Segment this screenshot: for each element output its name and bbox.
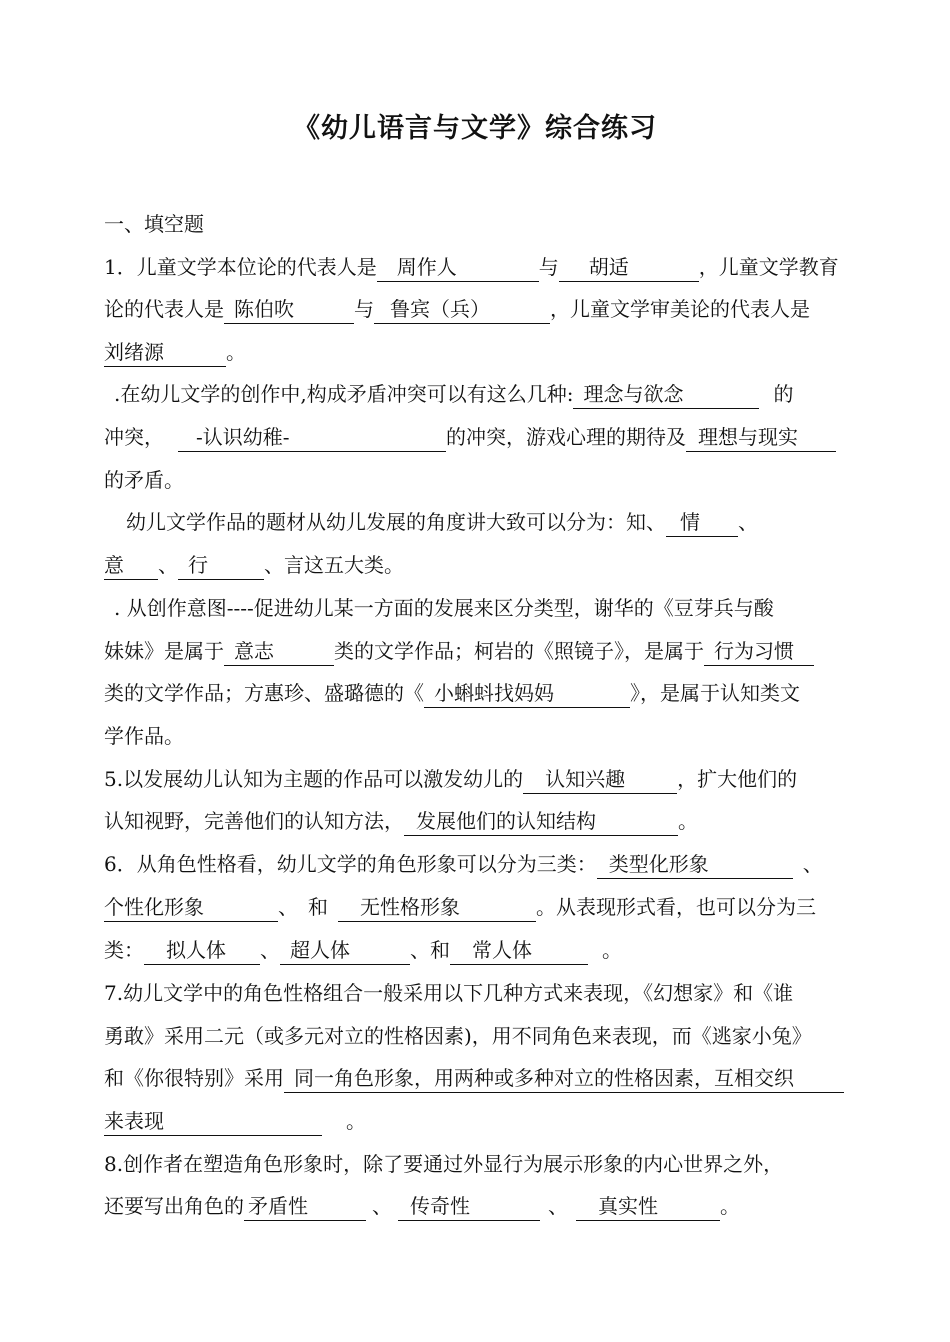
- q4-line-3: 类的文学作品；方惠珍、盛璐德的《 小蝌蚪找妈妈 》，是属于认知类文: [104, 678, 850, 708]
- q5-blank-1: 认知兴趣: [523, 766, 677, 794]
- q6-blank-4: 拟人体: [144, 937, 260, 965]
- q2-line-1: .在幼儿文学的创作中,构成矛盾冲突可以有这么几种: 理念与欲念 的: [104, 379, 850, 409]
- q4-blank-1: 意志: [224, 638, 334, 666]
- q3-blank-3: 行: [178, 552, 264, 580]
- q6-blank-2: 个性化形象: [104, 894, 278, 922]
- q6-line-3: 类： 拟人体 、 超人体 、和 常人体 。: [104, 935, 850, 965]
- q4-line-2: 妹妹》是属于 意志 类的文学作品；柯岩的《照镜子》，是属于 行为习惯: [104, 636, 850, 666]
- q8-line-1: 8.创作者在塑造角色形象时，除了要通过外显行为展示形象的内心世界之外，: [104, 1152, 784, 1176]
- q6-blank-6: 常人体: [450, 937, 588, 965]
- q8-blank-3: 真实性: [576, 1193, 720, 1221]
- q6-blank-5: 超人体: [280, 937, 410, 965]
- q7-line-1: 7.幼儿文学中的角色性格组合一般采用以下几种方式来表现，《幻想家》和《谁: [104, 981, 794, 1005]
- q7-line-4: 来表现 。: [104, 1106, 850, 1136]
- q6-line-2: 个性化形象 、 和 无性格形象 。从表现形式看，也可以分为三: [104, 892, 850, 922]
- q4-blank-3: 小蝌蚪找妈妈: [424, 680, 630, 708]
- q8-line-2: 还要写出角色的 矛盾性 、 传奇性 、 真实性 。: [104, 1191, 850, 1221]
- section-heading: 一、填空题: [104, 212, 204, 236]
- q1-blank-2: 胡适: [559, 254, 699, 282]
- q4-line-4: 学作品。: [104, 724, 184, 748]
- q2-blank-2: -认识幼稚-: [178, 424, 446, 452]
- q1-line-1: 1．儿童文学本位论的代表人是 周作人 与 胡适 ，儿童文学教育: [104, 252, 850, 282]
- q3-blank-1: 情: [666, 509, 738, 537]
- q1-line-3: 刘绪源 。: [104, 337, 850, 367]
- q5-line-1: 5.以发展幼儿认知为主题的作品可以激发幼儿的 认知兴趣 ，扩大他们的: [104, 764, 850, 794]
- q8-blank-1: 矛盾性: [244, 1193, 366, 1221]
- q7-line-3: 和《你很特别》采用 同一角色形象，用两种或多种对立的性格因素，互相交织: [104, 1063, 850, 1093]
- q3-line-2: 意 、 行 、言这五大类。: [104, 550, 850, 580]
- q6-blank-3: 无性格形象: [338, 894, 536, 922]
- q2-line-3: 的矛盾。: [104, 468, 184, 492]
- q1-blank-5: 刘绪源: [104, 339, 226, 367]
- q1-blank-1: 周作人: [377, 254, 539, 282]
- q7-blank-1: 同一角色形象，用两种或多种对立的性格因素，互相交织: [284, 1065, 844, 1093]
- q1-blank-4: 鲁宾（兵）: [374, 296, 550, 324]
- document-title: 《幼儿语言与文学》综合练习: [293, 113, 657, 144]
- q6-line-1: 6．从角色性格看，幼儿文学的角色形象可以分为三类： 类型化形象 、: [104, 849, 850, 879]
- q5-line-2: 认知视野，完善他们的认知方法， 发展他们的认知结构 。: [104, 806, 850, 836]
- q2-line-2: 冲突， -认识幼稚- 的冲突，游戏心理的期待及 理想与现实: [104, 422, 850, 452]
- q5-blank-2: 发展他们的认知结构: [404, 808, 678, 836]
- q2-blank-3: 理想与现实: [686, 424, 836, 452]
- q4-blank-2: 行为习惯: [704, 638, 814, 666]
- q7-blank-2: 来表现: [104, 1108, 322, 1136]
- q3-blank-2: 意: [104, 552, 158, 580]
- q1-blank-3: 陈伯吹: [224, 296, 354, 324]
- q7-line-2: 勇敢》采用二元（或多元对立的性格因素)，用不同角色来表现，而《逃家小兔》: [104, 1024, 812, 1048]
- q3-line-1: 幼儿文学作品的题材从幼儿发展的角度讲大致可以分为：知、 情 、: [104, 507, 850, 537]
- q2-blank-1: 理念与欲念: [573, 381, 759, 409]
- q6-blank-1: 类型化形象: [597, 851, 793, 879]
- q1-line-2: 论的代表人是 陈伯吹 与 鲁宾（兵） ，儿童文学审美论的代表人是: [104, 294, 850, 324]
- q8-blank-2: 传奇性: [398, 1193, 540, 1221]
- q4-line-1: . 从创作意图----促进幼儿某一方面的发展来区分类型，谢华的《豆芽兵与酸: [114, 596, 774, 620]
